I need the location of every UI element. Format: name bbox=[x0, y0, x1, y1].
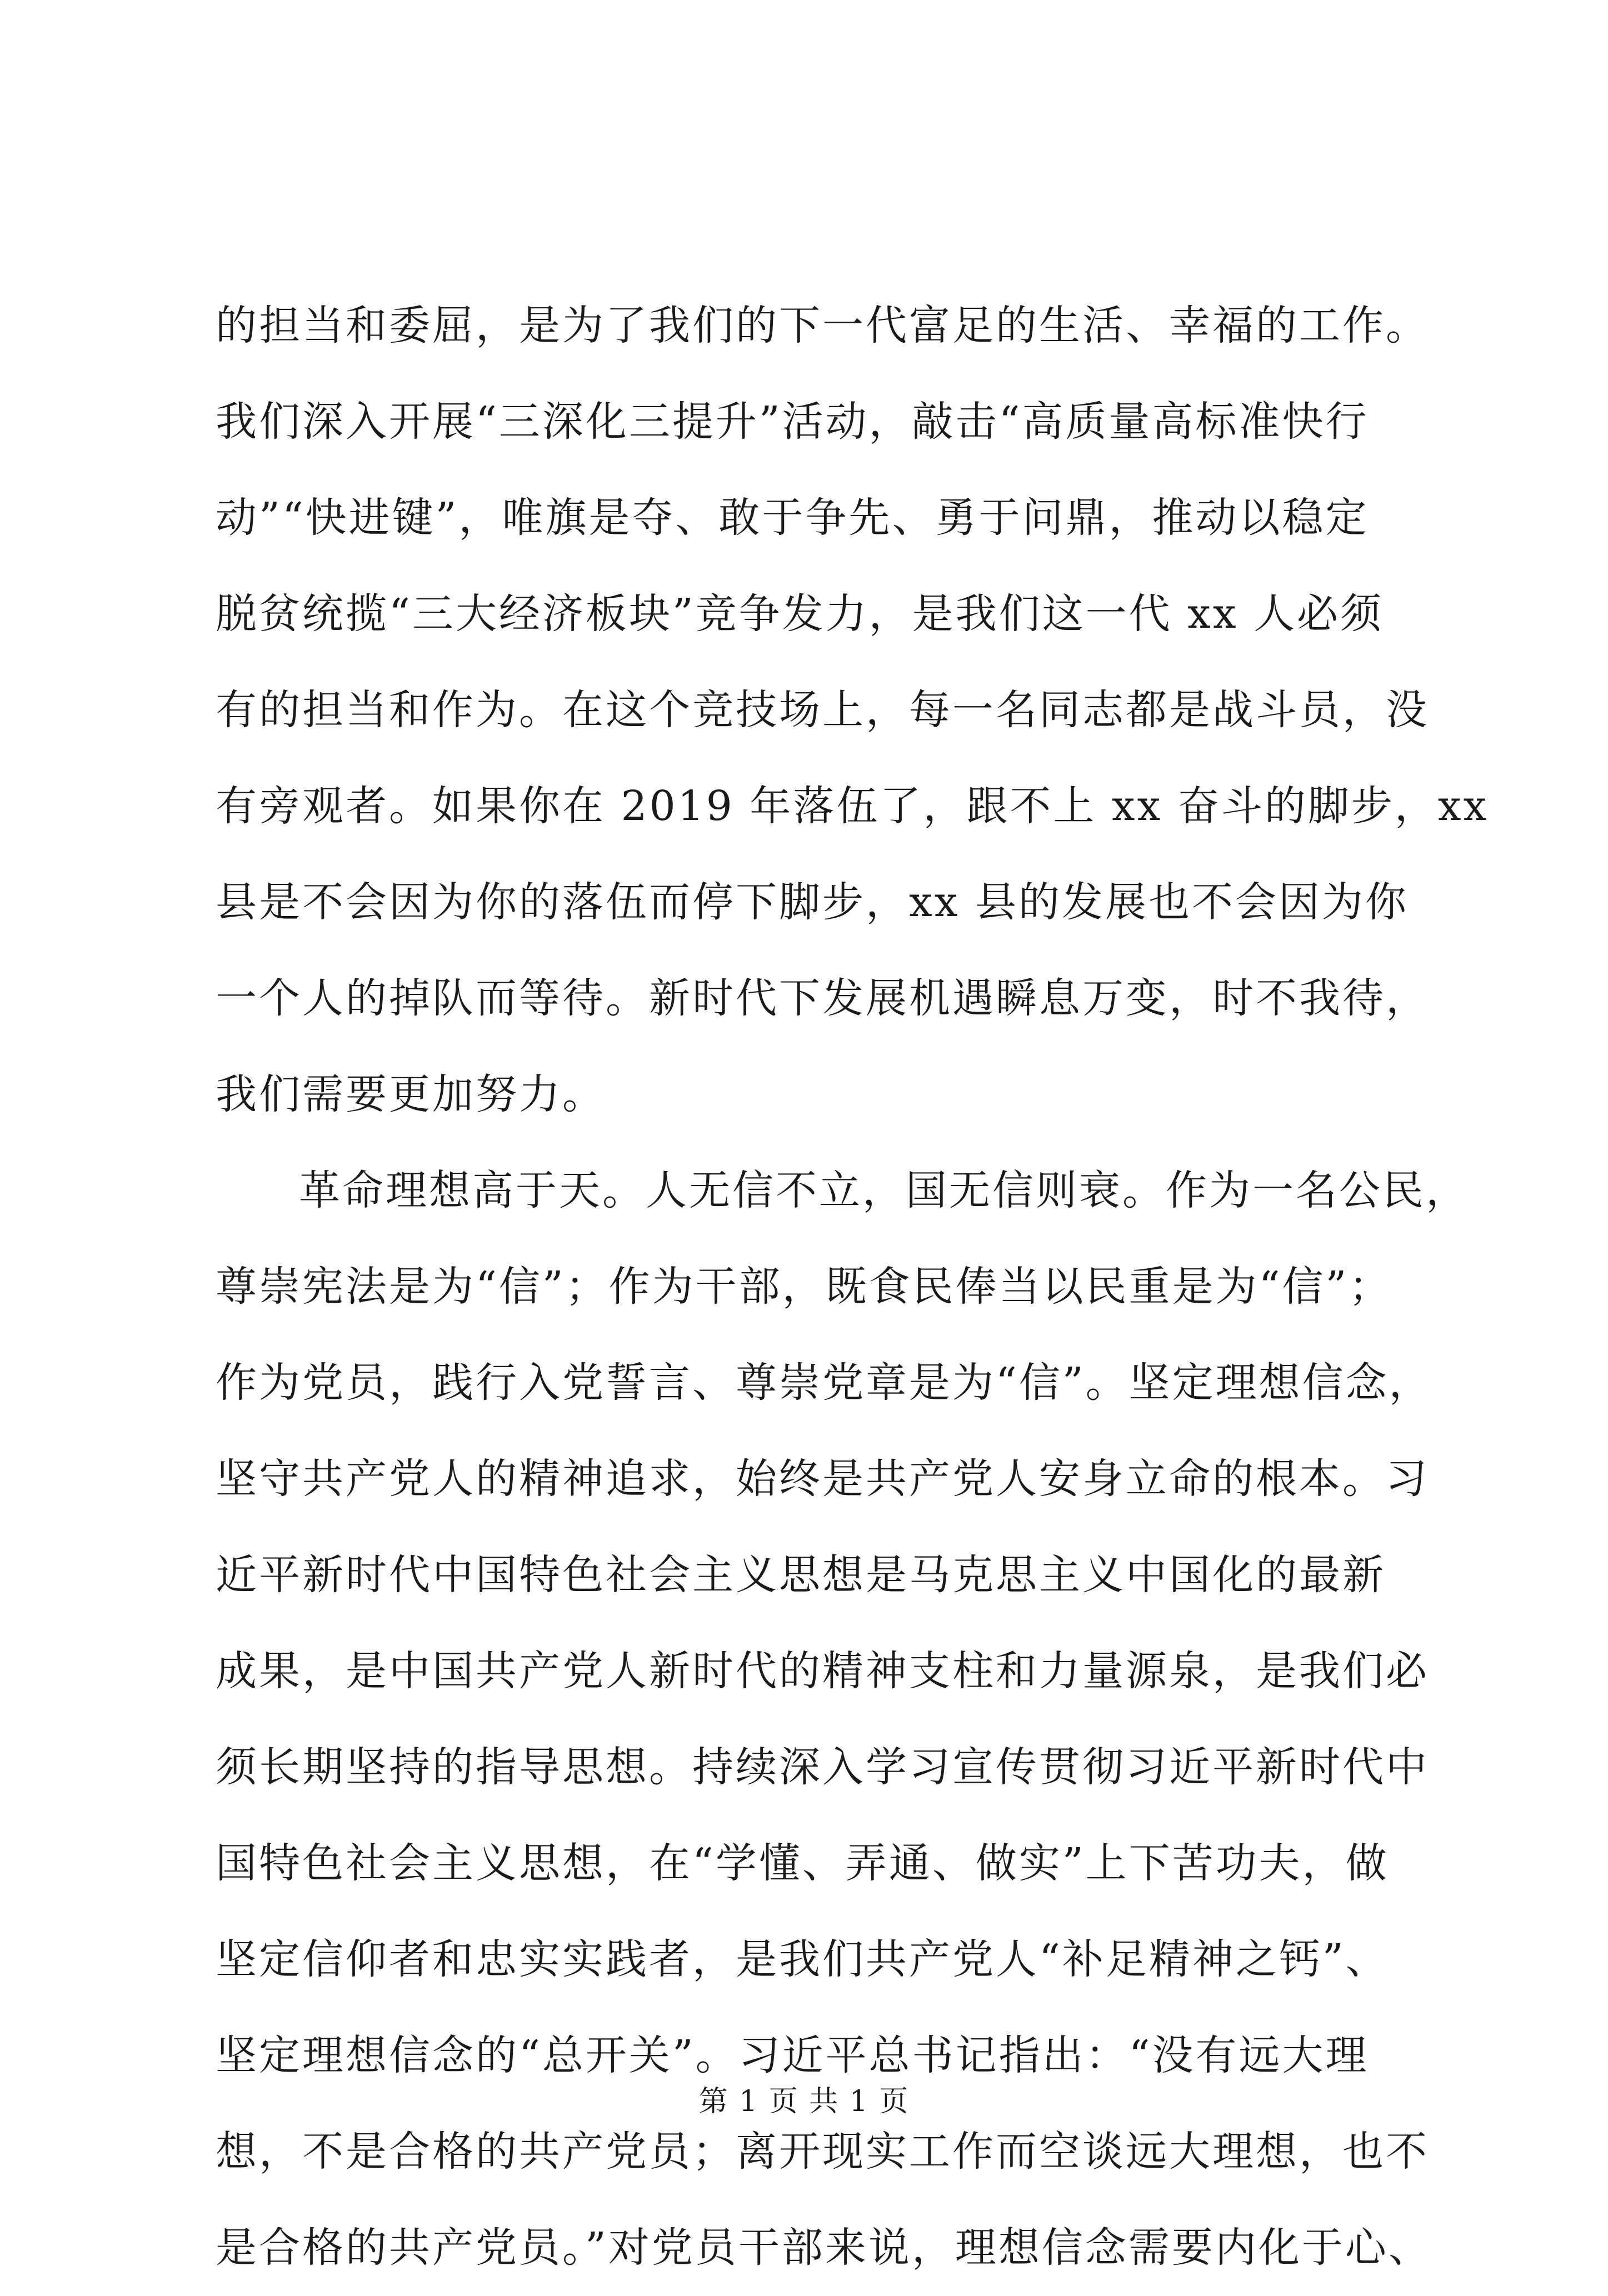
text-line: 国特色社会主义思想，在“学懂、弄通、做实”上下苦功夫，做 bbox=[216, 1839, 1389, 1887]
text-line: 我们深入开展“三深化三提升”活动，敲击“高质量高标准快行 bbox=[216, 398, 1369, 446]
text-line: 须长期坚持的指导思想。持续深入学习宣传贯彻习近平新时代中 bbox=[216, 1743, 1429, 1791]
text-line: 近平新时代中国特色社会主义思想是马克思主义中国化的最新 bbox=[216, 1551, 1386, 1599]
page-number-label: 第 1 页 共 1 页 bbox=[698, 2085, 910, 2118]
text-line: 我们需要更加努力。 bbox=[216, 1071, 606, 1118]
page-footer bbox=[0, 2078, 1608, 2119]
text-line: 是合格的共产党员。”对党员干部来说，理想信念需要内化于心、 bbox=[216, 2224, 1432, 2272]
text-line: 坚守共产党人的精神追求，始终是共产党人安身立命的根本。习 bbox=[216, 1455, 1429, 1503]
text-line: 坚定理想信念的“总开关”。习近平总书记指出：“没有远大理 bbox=[216, 2032, 1369, 2079]
text-line: 县是不会因为你的落伍而停下脚步，xx 县的发展也不会因为你 bbox=[216, 878, 1409, 926]
text-line: 成果，是中国共产党人新时代的精神支柱和力量源泉，是我们必 bbox=[216, 1647, 1429, 1695]
text-line: 想，不是合格的共产党员；离开现实工作而空谈远大理想，也不 bbox=[216, 2128, 1429, 2175]
text-line: 坚定信仰者和忠实实践者，是我们共产党人“补足精神之钙”、 bbox=[216, 1935, 1389, 1983]
text-line: 有旁观者。如果你在 2019 年落伍了，跟不上 xx 奋斗的脚步，xx bbox=[216, 782, 1489, 830]
text-line: 脱贫统揽“三大经济板块”竞争发力，是我们这一代 xx 人必须 bbox=[216, 590, 1384, 638]
text-line: 作为党员，践行入党誓言、尊崇党章是为“信”。坚定理想信念， bbox=[216, 1359, 1432, 1407]
text-line: 有的担当和作为。在这个竞技场上，每一名同志都是战斗员，没 bbox=[216, 686, 1429, 734]
paragraph-first-line: 革命理想高于天。人无信不立，国无信则衰。作为一名公民， bbox=[299, 1167, 1469, 1214]
text-line: 动”“快进键”，唯旗是夺、敢于争先、勇于问鼎，推动以稳定 bbox=[216, 494, 1369, 542]
text-line: 尊崇宪法是为“信”；作为干部，既食民俸当以民重是为“信”； bbox=[216, 1263, 1392, 1310]
text-line: 的担当和委屈，是为了我们的下一代富足的生活、幸福的工作。 bbox=[216, 302, 1429, 349]
text-line: 一个人的掉队而等待。新时代下发展机遇瞬息万变，时不我待， bbox=[216, 974, 1429, 1022]
document-body bbox=[216, 278, 1489, 2296]
